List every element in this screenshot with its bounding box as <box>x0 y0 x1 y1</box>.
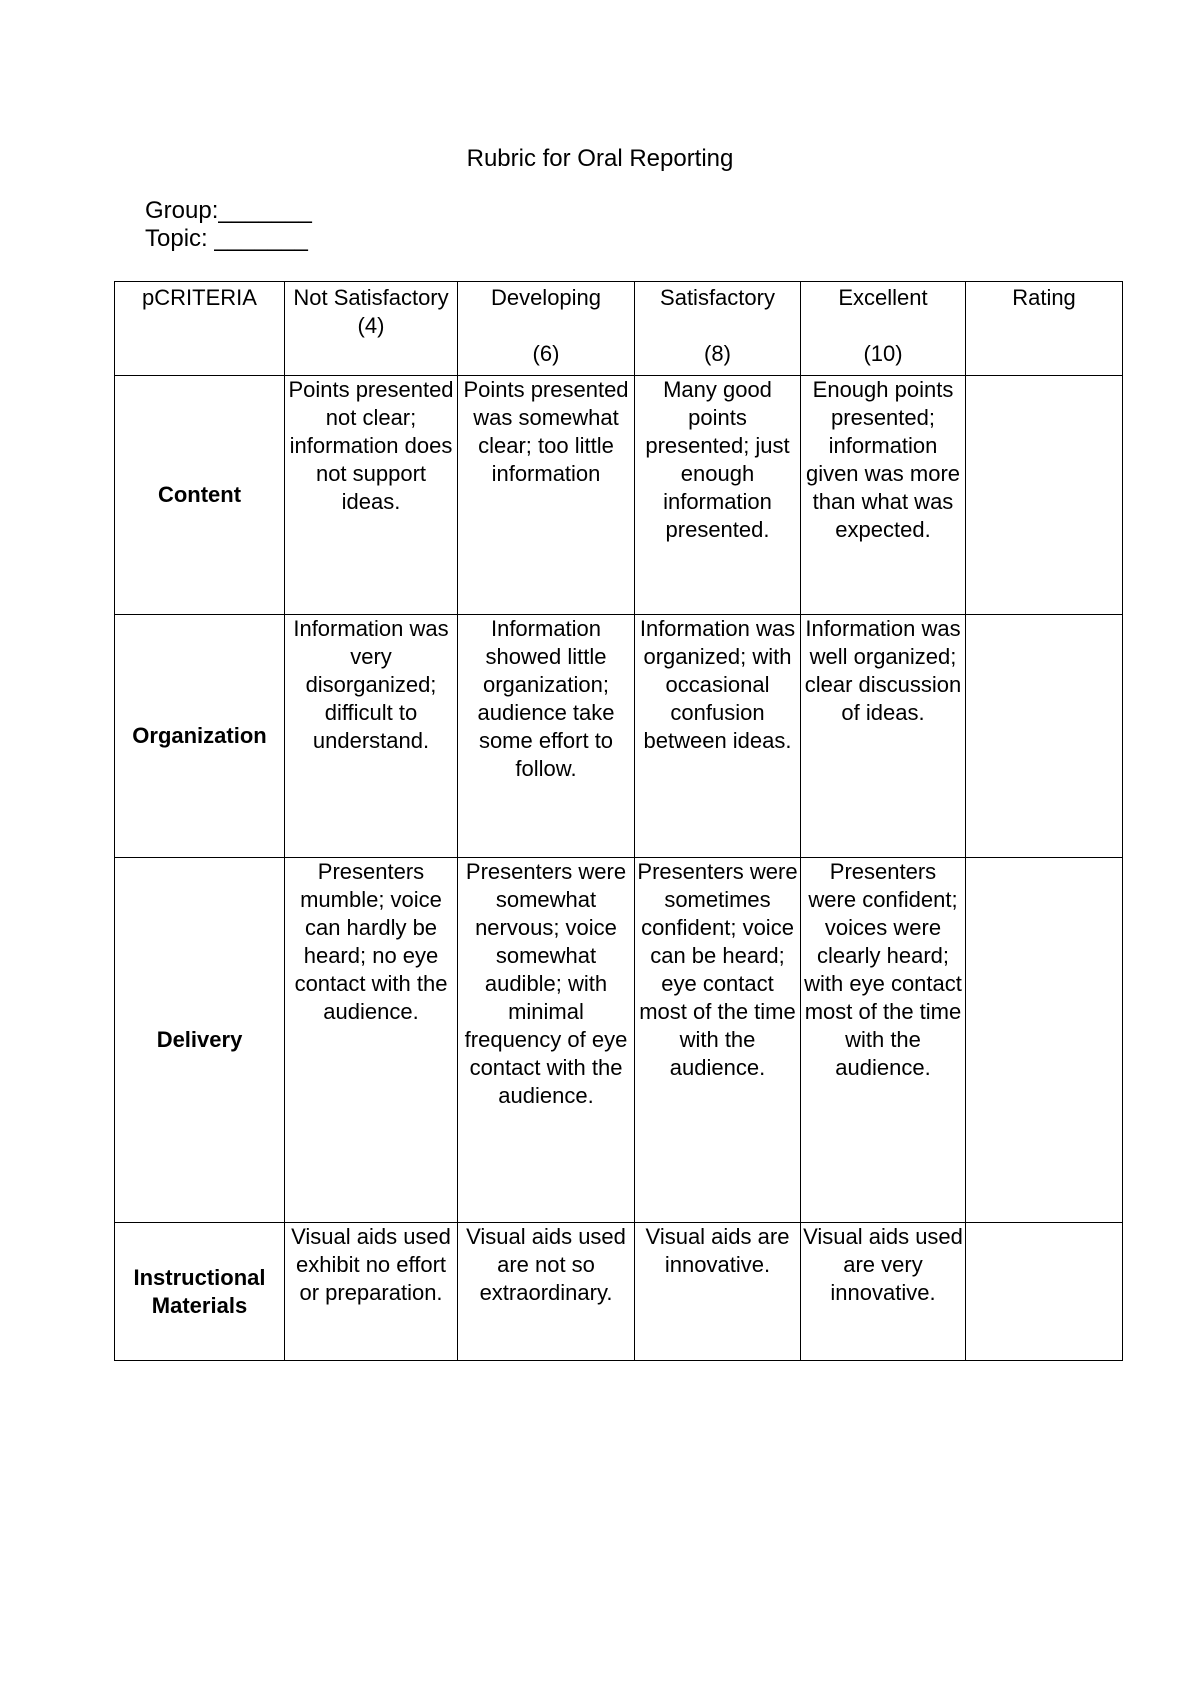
satisfactory-cell: Many good points presented; just enough information presented. <box>635 376 801 615</box>
satisfactory-cell: Information was organized; with occasional confusion between ideas. <box>635 615 801 858</box>
header-row <box>115 282 1123 376</box>
developing-cell: Presenters were somewhat nervous; voice somewhat audible; with minimal frequency of eye contact with the audience. <box>458 858 635 1223</box>
group-field: Group:_______ <box>145 197 312 224</box>
not-satisfactory-cell: Visual aids used exhibit no effort or preparation. <box>285 1223 458 1361</box>
not-satisfactory-cell: Points presented not clear; information does not support ideas. <box>285 376 458 615</box>
header-satisfactory-score: (8) <box>704 341 731 366</box>
rating-cell[interactable] <box>966 376 1123 615</box>
rubric-table <box>114 281 1123 1361</box>
criteria-cell: Instructional Materials <box>115 1223 285 1361</box>
table-row <box>115 615 1123 858</box>
developing-cell: Visual aids used are not so extraordinary. <box>458 1223 635 1361</box>
satisfactory-cell: Visual aids are innovative. <box>635 1223 801 1361</box>
criteria-cell: Delivery <box>115 858 285 1223</box>
not-satisfactory-cell: Presenters mumble; voice can hardly be heard; no eye contact with the audience. <box>285 858 458 1223</box>
topic-field: Topic: _______ <box>145 225 308 252</box>
header-excellent-label: Excellent <box>838 285 928 310</box>
excellent-cell: Enough points presented; information given was more than what was expected. <box>801 376 966 615</box>
header-satisfactory-label: Satisfactory <box>660 285 775 310</box>
header-rating-label: Rating <box>1012 285 1076 310</box>
not-satisfactory-cell: Information was very disorganized; difficult to understand. <box>285 615 458 858</box>
table-row <box>115 858 1123 1223</box>
header-developing-score: (6) <box>532 341 560 366</box>
excellent-cell: Information was well organized; clear discussion of ideas. <box>801 615 966 858</box>
header-not-satisfactory-label: Not Satisfactory <box>293 285 449 310</box>
header-developing <box>458 282 635 376</box>
rating-cell[interactable] <box>966 615 1123 858</box>
satisfactory-cell: Presenters were sometimes confident; voice can be heard; eye contact most of the time with the audience. <box>635 858 801 1223</box>
rating-cell[interactable] <box>966 858 1123 1223</box>
header-not-satisfactory-score: (4) <box>357 313 385 338</box>
excellent-cell: Visual aids used are very innovative. <box>801 1223 966 1361</box>
header-criteria <box>115 282 285 376</box>
header-satisfactory <box>635 282 801 376</box>
table-row <box>115 1223 1123 1361</box>
criteria-cell: Content <box>115 376 285 615</box>
header-excellent <box>801 282 966 376</box>
developing-cell: Points presented was somewhat clear; too little information <box>458 376 635 615</box>
rating-cell[interactable] <box>966 1223 1123 1361</box>
table-row <box>115 376 1123 615</box>
developing-cell: Information showed little organization; audience take some effort to follow. <box>458 615 635 858</box>
page-title: Rubric for Oral Reporting <box>466 145 734 172</box>
header-not-satisfactory <box>285 282 458 376</box>
header-developing-label: Developing <box>490 285 602 310</box>
excellent-cell: Presenters were confident; voices were clearly heard; with eye contact most of the time with the audience. <box>801 858 966 1223</box>
header-excellent-score: (10) <box>863 341 903 366</box>
criteria-cell: Organization <box>115 615 285 858</box>
header-rating <box>966 282 1123 376</box>
header-criteria-label: pCRITERIA <box>142 285 257 310</box>
